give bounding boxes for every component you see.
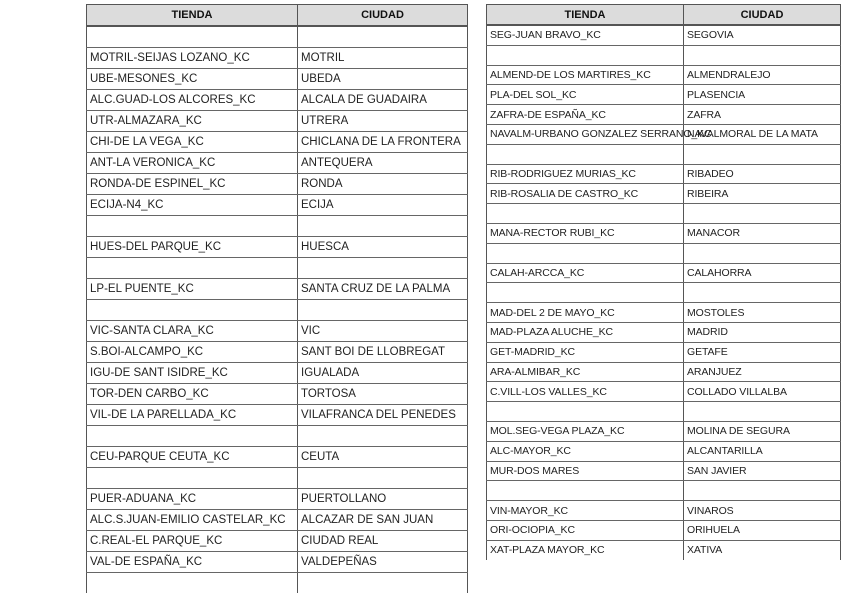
tienda-cell: ECIJA-N4_KC <box>87 195 298 216</box>
tienda-cell: IGU-DE SANT ISIDRE_KC <box>87 363 298 384</box>
ciudad-cell <box>298 258 468 279</box>
ciudad-cell: CEUTA <box>298 447 468 468</box>
tienda-cell: XAT-PLAZA MAYOR_KC <box>487 540 684 559</box>
table-row <box>487 184 841 204</box>
ciudad-cell <box>684 45 841 65</box>
tienda-cell <box>487 144 684 164</box>
ciudad-cell: VILAFRANCA DEL PENEDES <box>298 405 468 426</box>
tienda-cell: MUR-DOS MARES <box>487 461 684 481</box>
tienda-cell: VIL-DE LA PARELLADA_KC <box>87 405 298 426</box>
ciudad-cell <box>684 283 841 303</box>
table-row <box>487 322 841 342</box>
table-row <box>87 552 468 573</box>
ciudad-cell: SAN JAVIER <box>684 461 841 481</box>
table-row <box>87 363 468 384</box>
tienda-cell: S.BOI-ALCAMPO_KC <box>87 342 298 363</box>
table-row <box>87 405 468 426</box>
right-store-table <box>486 4 841 560</box>
ciudad-cell: COLLADO VILLALBA <box>684 382 841 402</box>
table-row <box>487 25 841 45</box>
ciudad-cell: HUESCA <box>298 237 468 258</box>
ciudad-cell <box>684 144 841 164</box>
table-row <box>87 426 468 447</box>
table-row <box>487 204 841 224</box>
ciudad-cell: NAVALMORAL DE LA MATA <box>684 124 841 144</box>
tienda-cell: SEG-JUAN BRAVO_KC <box>487 25 684 45</box>
ciudad-cell: CHICLANA DE LA FRONTERA <box>298 132 468 153</box>
table-row <box>487 45 841 65</box>
table-row <box>87 216 468 237</box>
tienda-cell: CEU-PARQUE CEUTA_KC <box>87 447 298 468</box>
table-row <box>487 105 841 125</box>
ciudad-cell: ZAFRA <box>684 105 841 125</box>
tienda-cell: CALAH-ARCCA_KC <box>487 263 684 283</box>
ciudad-cell: MOSTOLES <box>684 303 841 323</box>
table-row <box>487 85 841 105</box>
table-row <box>487 382 841 402</box>
ciudad-cell: MOTRIL <box>298 48 468 69</box>
tienda-cell <box>87 216 298 237</box>
ciudad-cell: MANACOR <box>684 223 841 243</box>
tienda-header: TIENDA <box>87 5 298 27</box>
table-row <box>487 461 841 481</box>
ciudad-cell <box>684 204 841 224</box>
table-row <box>87 384 468 405</box>
table-row <box>87 468 468 489</box>
tienda-cell <box>487 204 684 224</box>
table-row <box>487 501 841 521</box>
table-row <box>487 520 841 540</box>
tienda-cell: MAD-PLAZA ALUCHE_KC <box>487 322 684 342</box>
table-row <box>487 362 841 382</box>
tienda-cell: ALMEND-DE LOS MARTIRES_KC <box>487 65 684 85</box>
header-row <box>487 5 841 26</box>
table-row <box>87 153 468 174</box>
ciudad-cell: UTRERA <box>298 111 468 132</box>
tienda-cell: RIB-RODRIGUEZ MURIAS_KC <box>487 164 684 184</box>
left-table-body <box>87 26 468 593</box>
ciudad-header: CIUDAD <box>298 5 468 27</box>
ciudad-cell: IGUALADA <box>298 363 468 384</box>
table-row <box>87 531 468 552</box>
table-row <box>487 441 841 461</box>
ciudad-cell: ORIHUELA <box>684 520 841 540</box>
tienda-cell <box>487 45 684 65</box>
tienda-cell <box>87 300 298 321</box>
ciudad-cell: UBEDA <box>298 69 468 90</box>
tienda-cell: GET-MADRID_KC <box>487 342 684 362</box>
tienda-cell: HUES-DEL PARQUE_KC <box>87 237 298 258</box>
tienda-cell: ALC.S.JUAN-EMILIO CASTELAR_KC <box>87 510 298 531</box>
ciudad-cell: XATIVA <box>684 540 841 559</box>
table-row <box>487 540 841 559</box>
tienda-cell: ZAFRA-DE ESPAÑA_KC <box>487 105 684 125</box>
ciudad-cell <box>298 573 468 593</box>
table-row <box>87 510 468 531</box>
tienda-cell <box>487 283 684 303</box>
ciudad-cell: PLASENCIA <box>684 85 841 105</box>
tienda-cell: VAL-DE ESPAÑA_KC <box>87 552 298 573</box>
header-row <box>87 5 468 27</box>
table-row <box>87 258 468 279</box>
ciudad-cell: ARANJUEZ <box>684 362 841 382</box>
tienda-cell: RIB-ROSALIA DE CASTRO_KC <box>487 184 684 204</box>
table-row <box>487 263 841 283</box>
table-row <box>87 447 468 468</box>
ciudad-cell: RIBADEO <box>684 164 841 184</box>
table-row <box>487 303 841 323</box>
table-row <box>87 489 468 510</box>
tienda-cell <box>487 402 684 422</box>
ciudad-cell: RIBEIRA <box>684 184 841 204</box>
tienda-cell: PLA-DEL SOL_KC <box>487 85 684 105</box>
tienda-cell: ALC.GUAD-LOS ALCORES_KC <box>87 90 298 111</box>
tienda-cell: MANA-RECTOR RUBI_KC <box>487 223 684 243</box>
tienda-cell: MOTRIL-SEIJAS LOZANO_KC <box>87 48 298 69</box>
tienda-cell: MAD-DEL 2 DE MAYO_KC <box>487 303 684 323</box>
table-row <box>487 243 841 263</box>
ciudad-cell: MOLINA DE SEGURA <box>684 421 841 441</box>
ciudad-cell: ALCAZAR DE SAN JUAN <box>298 510 468 531</box>
table-row <box>487 124 841 144</box>
tienda-cell <box>87 468 298 489</box>
ciudad-cell <box>684 243 841 263</box>
table-row <box>87 90 468 111</box>
table-row <box>87 174 468 195</box>
ciudad-cell: VIC <box>298 321 468 342</box>
table-row <box>87 195 468 216</box>
tienda-header: TIENDA <box>487 5 684 26</box>
ciudad-cell: TORTOSA <box>298 384 468 405</box>
tienda-cell: UTR-ALMAZARA_KC <box>87 111 298 132</box>
ciudad-cell: ANTEQUERA <box>298 153 468 174</box>
ciudad-cell: CALAHORRA <box>684 263 841 283</box>
ciudad-header: CIUDAD <box>684 5 841 26</box>
tienda-cell: NAVALM-URBANO GONZALEZ SERRANO_KC <box>487 124 684 144</box>
tienda-cell <box>487 481 684 501</box>
ciudad-cell: MADRID <box>684 322 841 342</box>
table-row <box>487 65 841 85</box>
tienda-cell: VIC-SANTA CLARA_KC <box>87 321 298 342</box>
table-row <box>487 223 841 243</box>
ciudad-cell: VALDEPEÑAS <box>298 552 468 573</box>
ciudad-cell <box>298 468 468 489</box>
ciudad-cell: SANTA CRUZ DE LA PALMA <box>298 279 468 300</box>
tienda-cell <box>87 426 298 447</box>
ciudad-cell <box>684 402 841 422</box>
tienda-cell: RONDA-DE ESPINEL_KC <box>87 174 298 195</box>
tienda-cell: MOL.SEG-VEGA PLAZA_KC <box>487 421 684 441</box>
table-row <box>487 164 841 184</box>
ciudad-cell: PUERTOLLANO <box>298 489 468 510</box>
tienda-cell <box>87 258 298 279</box>
tienda-cell <box>87 26 298 48</box>
tienda-cell: CHI-DE LA VEGA_KC <box>87 132 298 153</box>
ciudad-cell <box>298 426 468 447</box>
ciudad-cell: ECIJA <box>298 195 468 216</box>
tienda-cell: ANT-LA VERONICA_KC <box>87 153 298 174</box>
tienda-cell: ALC-MAYOR_KC <box>487 441 684 461</box>
table-row <box>87 321 468 342</box>
ciudad-cell <box>298 216 468 237</box>
table-row <box>87 48 468 69</box>
table-row <box>87 573 468 593</box>
ciudad-cell: SANT BOI DE LLOBREGAT <box>298 342 468 363</box>
tienda-cell: ORI-OCIOPIA_KC <box>487 520 684 540</box>
table-row <box>87 279 468 300</box>
ciudad-cell: RONDA <box>298 174 468 195</box>
ciudad-cell: SEGOVIA <box>684 25 841 45</box>
table-row <box>487 283 841 303</box>
ciudad-cell: VINAROS <box>684 501 841 521</box>
tienda-cell: VIN-MAYOR_KC <box>487 501 684 521</box>
left-store-table <box>86 4 468 593</box>
ciudad-cell <box>298 26 468 48</box>
table-row <box>87 132 468 153</box>
table-row <box>87 237 468 258</box>
tienda-cell: TOR-DEN CARBO_KC <box>87 384 298 405</box>
tienda-cell: C.VILL-LOS VALLES_KC <box>487 382 684 402</box>
table-row <box>87 111 468 132</box>
tienda-cell: C.REAL-EL PARQUE_KC <box>87 531 298 552</box>
table-row <box>487 402 841 422</box>
ciudad-cell <box>298 300 468 321</box>
tienda-cell: PUER-ADUANA_KC <box>87 489 298 510</box>
ciudad-cell: ALCANTARILLA <box>684 441 841 461</box>
tienda-cell: UBE-MESONES_KC <box>87 69 298 90</box>
table-row <box>87 69 468 90</box>
table-row <box>87 300 468 321</box>
tienda-cell <box>87 573 298 593</box>
tienda-cell: LP-EL PUENTE_KC <box>87 279 298 300</box>
ciudad-cell: CIUDAD REAL <box>298 531 468 552</box>
tienda-cell: ARA-ALMIBAR_KC <box>487 362 684 382</box>
ciudad-cell: GETAFE <box>684 342 841 362</box>
ciudad-cell: ALCALA DE GUADAIRA <box>298 90 468 111</box>
ciudad-cell <box>684 481 841 501</box>
table-row <box>487 421 841 441</box>
tienda-cell <box>487 243 684 263</box>
table-row <box>487 342 841 362</box>
table-row <box>487 144 841 164</box>
table-row <box>487 481 841 501</box>
table-row <box>87 26 468 48</box>
right-table-body <box>487 25 841 560</box>
ciudad-cell: ALMENDRALEJO <box>684 65 841 85</box>
table-row <box>87 342 468 363</box>
